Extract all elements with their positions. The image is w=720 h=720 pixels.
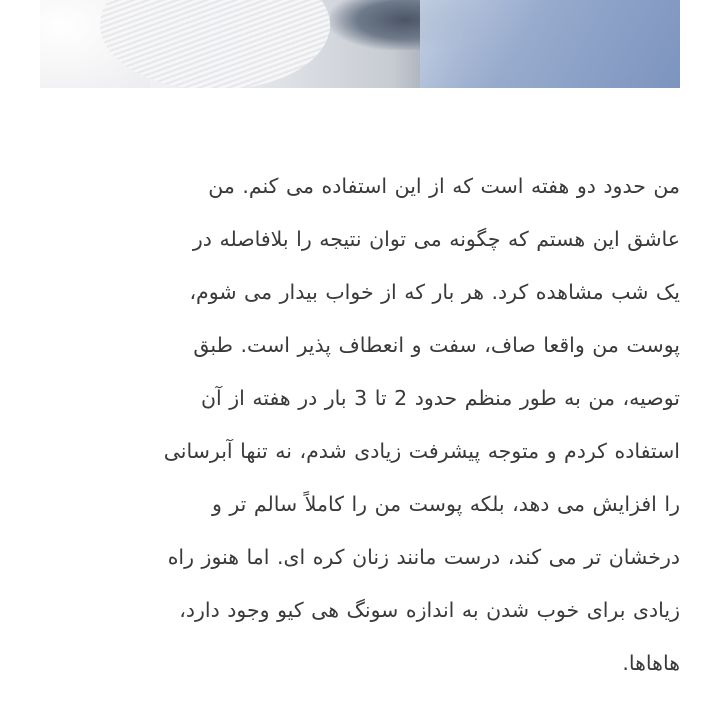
review-line-7: را افزایش می دهد، بلکه پوست من را کاملاً سالم تر و <box>211 492 680 516</box>
product-photo <box>40 0 680 88</box>
review-line-10: هاهاها. <box>622 651 680 675</box>
review-line-9: زیادی برای خوب شدن به اندازه سونگ هی کیو وجود دارد، <box>179 598 680 622</box>
review-line-8: درخشان تر می کند، درست مانند زنان کره ای. اما هنوز راه <box>167 545 680 569</box>
review-line-6: استفاده کردم و متوجه پیشرفت زیادی شدم، نه تنها آبرسانی <box>163 439 680 463</box>
review-line-4: پوست من واقعا صاف، سفت و انعطاف پذیر است. طبق <box>193 333 680 357</box>
fabric-shape <box>420 0 680 88</box>
review-line-2: عاشق این هستم که چگونه می توان نتیجه را بلافاصله در <box>192 227 680 251</box>
review-line-3: یک شب مشاهده کرد. هر بار که از خواب بیدار می شوم، <box>189 280 680 304</box>
review-line-1: من حدود دو هفته است که از این استفاده می کنم. من <box>208 174 680 198</box>
review-text <box>40 160 680 690</box>
review-line-5: توصیه، من به طور منظم حدود 2 تا 3 بار در هفته از آن <box>200 386 680 410</box>
